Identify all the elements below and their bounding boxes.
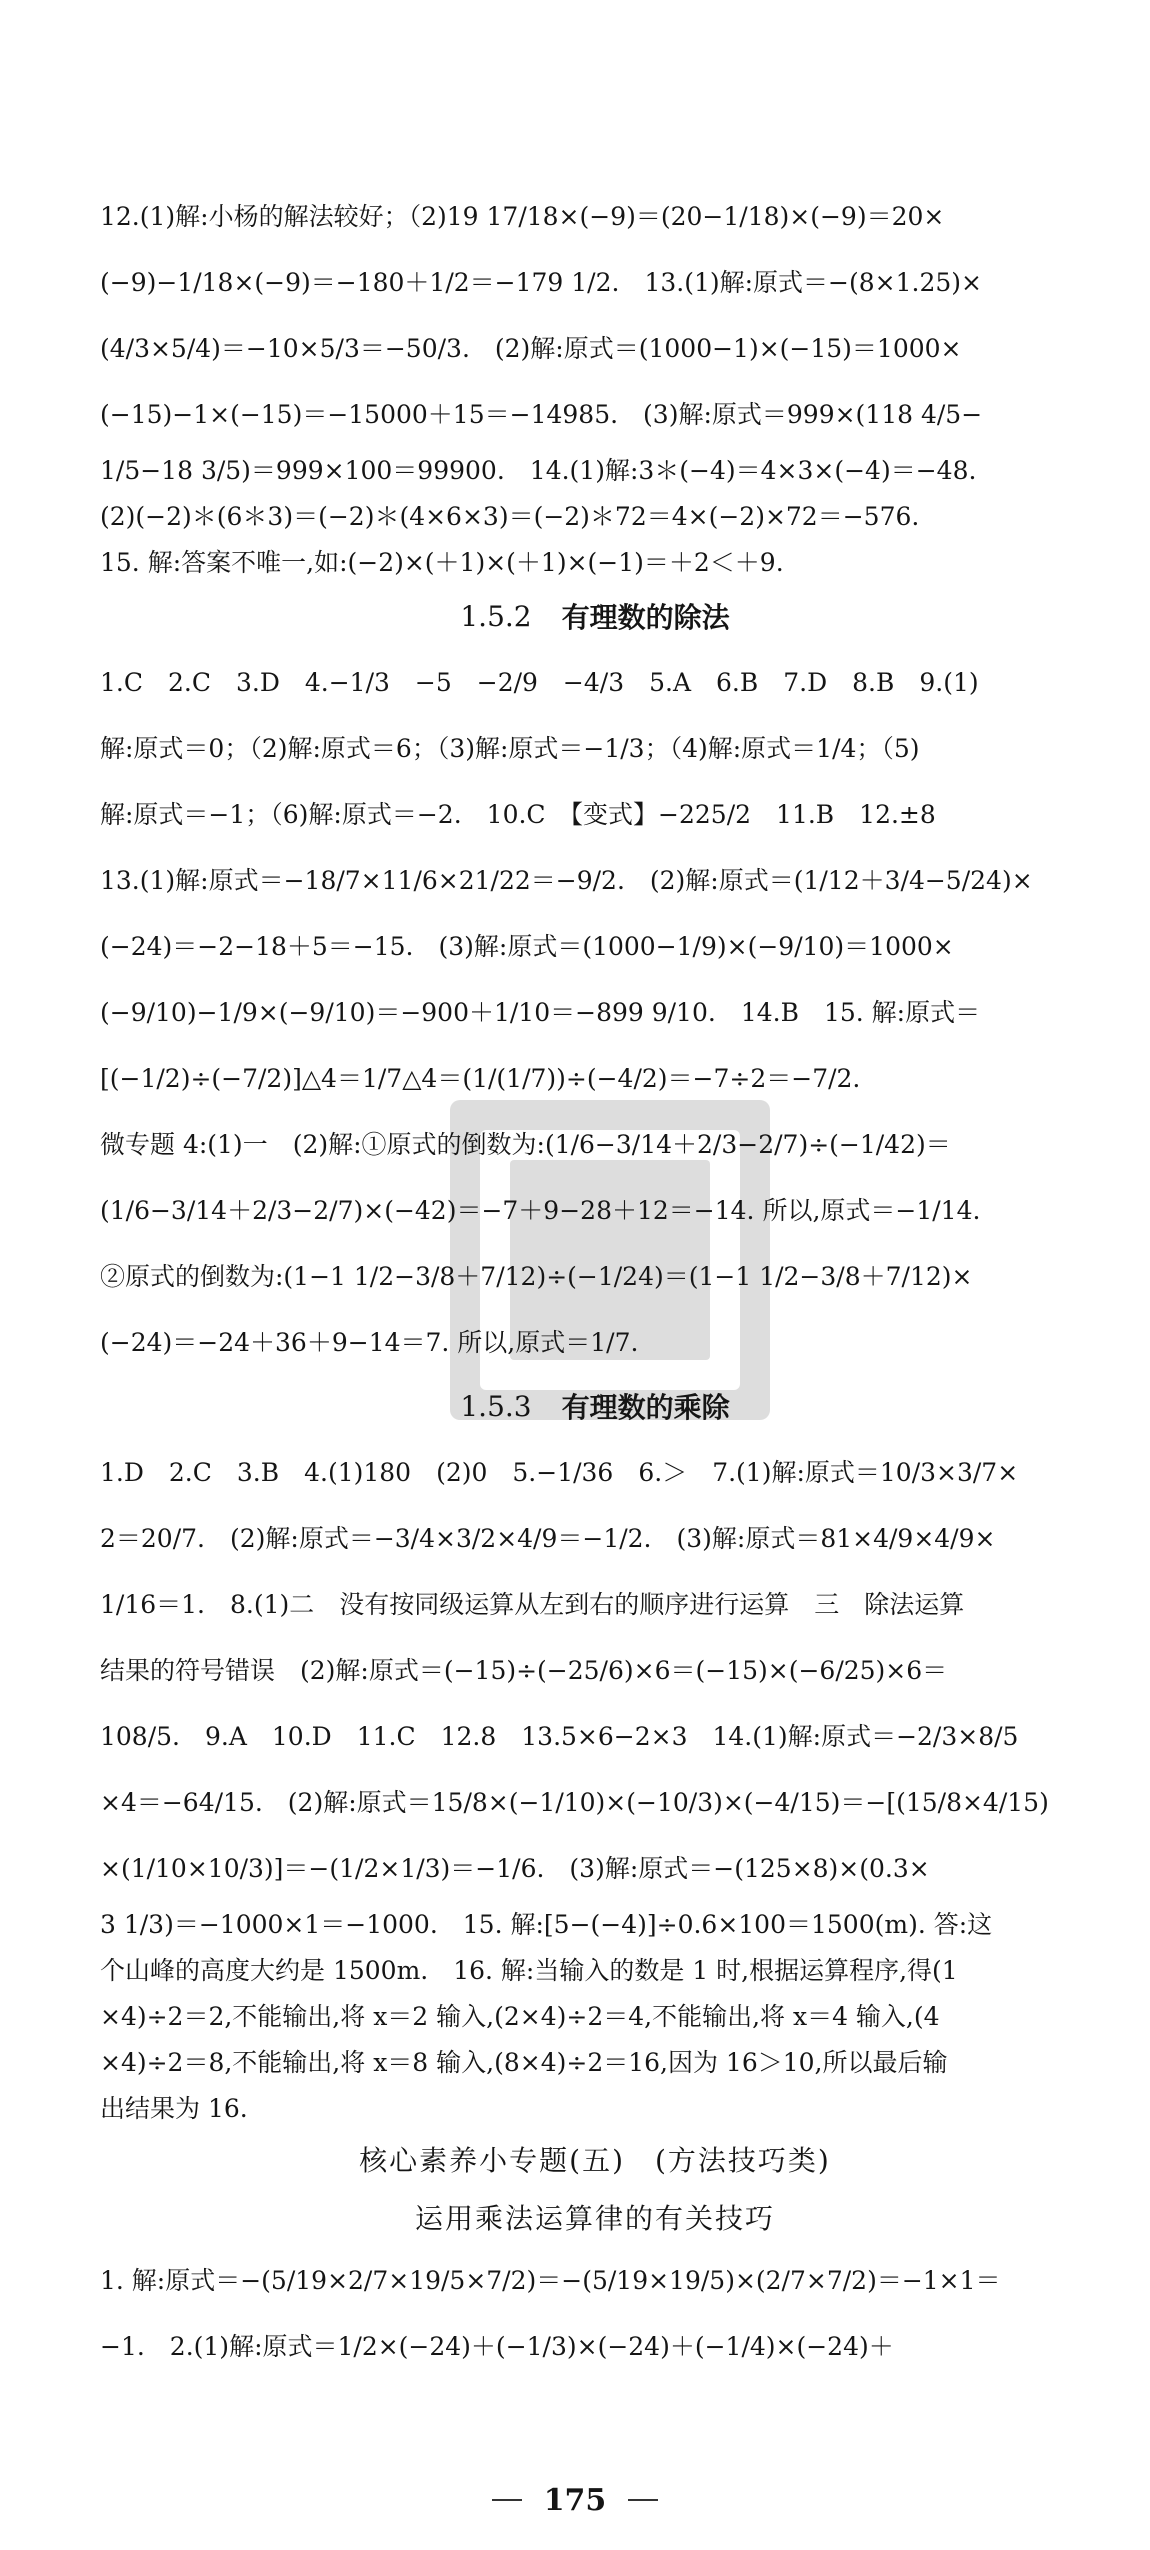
- page-number-footer: [0, 2480, 1150, 2520]
- answer-line: ×4)÷2＝2,不能输出,将 x＝2 输入,(2×4)÷2＝4,不能输出,将 x＝4 输入,(4: [100, 2002, 940, 2031]
- answer-line: 1.D 2.C 3.B 4.(1)180 (2)0 5.−1/36 6.＞ 7.(1)解:原式＝10/3×3/7×: [100, 1458, 1019, 1487]
- section-heading: 有理数的除法: [561, 601, 730, 634]
- answer-line: 个山峰的高度大约是 1500m. 16. 解:当输入的数是 1 时,根据运算程序,得(1: [100, 1956, 958, 1985]
- answer-line: (−24)＝−24＋36＋9−14＝7. 所以,原式＝1/7.: [100, 1328, 639, 1357]
- footer-dash: [492, 2499, 522, 2501]
- answer-line: (−15)−1×(−15)＝−15000＋15＝−14985. (3)解:原式＝999×(118 4/5−: [100, 400, 983, 429]
- answer-line: (−24)＝−2−18＋5＝−15. (3)解:原式＝(1000−1/9)×(−9/10)＝1000×: [100, 932, 954, 961]
- answer-line: 12.(1)解:小杨的解法较好；（2)19 17/18×(−9)＝(20−1/18)×(−9)＝20×: [100, 202, 945, 231]
- answer-line: (1/6−3/14＋2/3−2/7)×(−42)＝−7＋9−28＋12＝−14. 所以,原式＝−1/14.: [100, 1196, 981, 1225]
- section-title-1-5-3: [100, 1374, 1090, 1438]
- answer-line: 解:原式＝0；（2)解:原式＝6；（3)解:原式＝−1/3；（4)解:原式＝1/4；（5): [100, 734, 920, 763]
- answer-line: 2＝20/7. (2)解:原式＝−3/4×3/2×4/9＝−1/2. (3)解:原式＝81×4/9×4/9×: [100, 1524, 996, 1553]
- answer-line: 出结果为 16.: [100, 2094, 248, 2123]
- answer-line: ×(1/10×10/3)]＝−(1/2×1/3)＝−1/6. (3)解:原式＝−(125×8)×(0.3×: [100, 1854, 930, 1883]
- answer-content: [100, 182, 1090, 2378]
- answer-line: 微专题 4:(1)一 (2)解:①原式的倒数为:(1/6−3/14＋2/3−2/7)÷(−1/42)＝: [100, 1130, 951, 1159]
- answer-line: ×4)÷2＝8,不能输出,将 x＝8 输入,(8×4)÷2＝16,因为 16＞10,所以最后输: [100, 2048, 948, 2077]
- answer-line: (−9/10)−1/9×(−9/10)＝−900＋1/10＝−899 9/10. 14.B 15. 解:原式＝: [100, 998, 981, 1027]
- answer-line: ②原式的倒数为:(1−1 1/2−3/8＋7/12)÷(−1/24)＝(1−1 1/2−3/8＋7/12)×: [100, 1262, 973, 1291]
- section-number: 1.5.2: [460, 599, 532, 633]
- answer-line: (−9)−1/18×(−9)＝−180＋1/2＝−179 1/2. 13.(1)解:原式＝−(8×1.25)×: [100, 268, 982, 297]
- section-number: 1.5.3: [460, 1389, 532, 1423]
- answer-line: 108/5. 9.A 10.D 11.C 12.8 13.5×6−2×3 14.(1)解:原式＝−2/3×8/5: [100, 1722, 1019, 1751]
- page-number: 175: [543, 2482, 607, 2518]
- answer-line: 1. 解:原式＝−(5/19×2/7×19/5×7/2)＝−(5/19×19/5)×(2/7×7/2)＝−1×1＝: [100, 2266, 1001, 2295]
- answer-line: ×4＝−64/15. (2)解:原式＝15/8×(−1/10)×(−10/3)×(−4/15)＝−[(15/8×4/15): [100, 1788, 1049, 1817]
- answer-line: 结果的符号错误 (2)解:原式＝(−15)÷(−25/6)×6＝(−15)×(−6/25)×6＝: [100, 1656, 948, 1685]
- section-heading: 有理数的乘除: [561, 1391, 730, 1424]
- special-topic-title: 核心素养小专题(五) (方法技巧类): [359, 2144, 831, 2177]
- answer-line: (2)(−2)＊(6＊3)＝(−2)＊(4×6×3)＝(−2)＊72＝4×(−2)×72＝−576.: [100, 502, 920, 531]
- answer-line: [(−1/2)÷(−7/2)]△4＝1/7△4＝(1/(1/7))÷(−4/2)＝−7÷2＝−7/2.: [100, 1064, 861, 1093]
- answer-line: 13.(1)解:原式＝−18/7×11/6×21/22＝−9/2. (2)解:原式＝(1/12＋3/4−5/24)×: [100, 866, 1033, 895]
- answer-line: 1/5−18 3/5)＝999×100＝99900. 14.(1)解:3＊(−4)＝4×3×(−4)＝−48.: [100, 456, 977, 485]
- answer-line: 1.C 2.C 3.D 4.−1/3 −5 −2/9 −4/3 5.A 6.B 7.D 8.B 9.(1): [100, 668, 979, 697]
- answer-line: 3 1/3)＝−1000×1＝−1000. 15. 解:[5−(−4)]÷0.6×100＝1500(m). 答:这: [100, 1910, 993, 1939]
- answer-line: −1. 2.(1)解:原式＝1/2×(−24)＋(−1/3)×(−24)＋(−1/4)×(−24)＋: [100, 2332, 894, 2361]
- answer-line: 1/16＝1. 8.(1)二 没有按同级运算从左到右的顺序进行运算 三 除法运算: [100, 1590, 965, 1619]
- answer-line: 15. 解:答案不唯一,如:(−2)×(＋1)×(＋1)×(−1)＝＋2＜＋9.: [100, 548, 784, 577]
- special-topic-subtitle: 运用乘法运算律的有关技巧: [414, 2202, 775, 2235]
- section-title-1-5-2: [100, 584, 1090, 648]
- footer-dash: [628, 2499, 658, 2501]
- answer-line: (4/3×5/4)＝−10×5/3＝−50/3. (2)解:原式＝(1000−1)×(−15)＝1000×: [100, 334, 962, 363]
- answer-line: 解:原式＝−1；（6)解:原式＝−2. 10.C 【变式】−225/2 11.B 12.±8: [100, 800, 936, 829]
